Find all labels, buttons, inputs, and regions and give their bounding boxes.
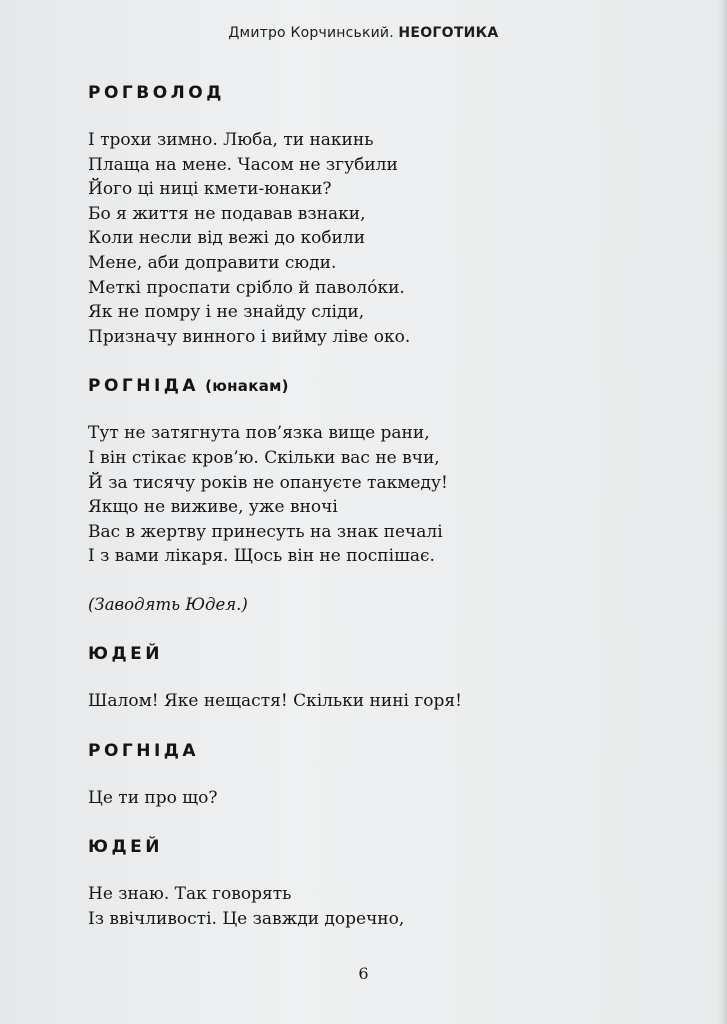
running-header [0, 25, 727, 41]
verse-line: Тут не затягнута пов’язка вище рани, [88, 423, 430, 444]
verse-line: Не знаю. Так говорять [88, 884, 292, 905]
verse-line: І трохи зимно. Люба, ти накинь [88, 130, 374, 150]
verse-line: І він стікає кров’ю. Скільки вас не вчи, [88, 447, 440, 468]
verse-line: Й за тисячу років не опануєте такмеду! [88, 472, 448, 493]
speaker-name [88, 641, 688, 667]
verse-line: І з вами лікаря. Щось він не поспішає. [88, 546, 435, 567]
speaker-label: РОГВОЛОД [88, 83, 225, 103]
verse-line: Як не помру і не знайду сліди, [88, 302, 365, 323]
speaker-name [88, 373, 688, 399]
page-edge-shadow [717, 0, 727, 1024]
speaker-name [88, 834, 688, 860]
verse-line: Якщо не виживе, уже вночі [88, 497, 338, 518]
header-author: Дмитро Корчинський. [228, 25, 394, 41]
verse-line: Із ввічливості. Це завжди доречно, [88, 908, 405, 929]
verse-line: Це ти про що? [88, 787, 218, 808]
stage-direction: (Заводять Юдея.) [88, 594, 248, 614]
header-book-title: НЕОГОТИКА [398, 25, 499, 41]
speaker-label: РОГНІДА [88, 740, 200, 761]
verse-line: Його ці ниці кмети-юнаки? [88, 179, 332, 200]
page-number: 6 [358, 964, 369, 983]
verse-line: Мене, аби доправити сюди. [88, 252, 337, 273]
speaker-name [88, 738, 688, 764]
verse-line: Шалом! Яке нещастя! Скільки нині горя! [88, 690, 462, 711]
speaker-label: ЮДЕЙ [88, 643, 163, 664]
speaker-label: ЮДЕЙ [88, 837, 163, 858]
stage-direction-inline: (юнакам) [205, 377, 289, 396]
speaker-label: РОГНІДА [88, 376, 200, 397]
verse-line: Коли несли від вежі до кобили [88, 228, 366, 249]
verse-line: Бо я життя не подавав взнаки, [88, 203, 366, 224]
verse-line: Плаща на мене. Часом не згубили [88, 154, 398, 175]
verse-line: Призначу винного і вийму ліве око. [88, 326, 411, 347]
speaker-name [88, 80, 688, 106]
verse-line: Меткі проспати срібло й паволóки. [88, 277, 405, 298]
verse-line: Вас в жертву принесуть на знак печалі [88, 521, 443, 542]
play-text [88, 80, 688, 931]
